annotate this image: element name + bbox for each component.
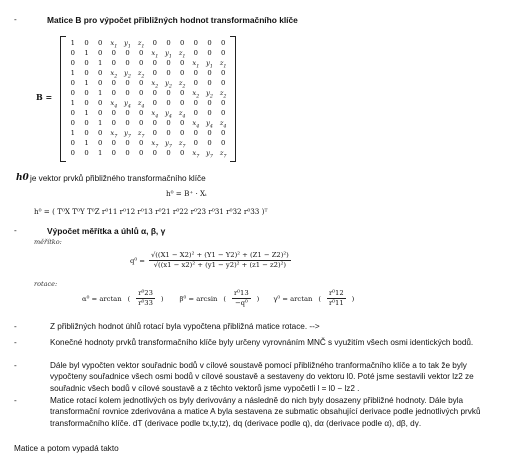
matrix-cell: 1 <box>70 99 75 107</box>
matrix-cell: 0 <box>221 39 226 47</box>
matrix-cell: 1 <box>70 39 75 47</box>
meritko-label: měřítko: <box>34 238 62 246</box>
matrix-cell: 0 <box>193 69 198 77</box>
matrix-cell: 0 <box>180 39 185 47</box>
matrix-cell: $z_7$ <box>178 139 186 150</box>
matrix-cell: 0 <box>139 119 144 127</box>
matrix-cell: 1 <box>84 79 89 87</box>
matrix-cell: 0 <box>207 69 212 77</box>
matrix-cell: $x_4$ <box>151 109 159 120</box>
alpha-denominator: r⁰33 <box>138 299 153 307</box>
matrix-cell: 0 <box>125 139 130 147</box>
matrix-cell: 0 <box>180 59 185 67</box>
matrix-cell: $y_7$ <box>206 149 213 160</box>
matrix-cell: 0 <box>70 79 75 87</box>
matrix-cell: 0 <box>152 69 157 77</box>
matrix-cell: 1 <box>98 149 103 157</box>
matrix-cell: 0 <box>84 119 89 127</box>
matrix-cell: $y_1$ <box>165 49 172 60</box>
matrix-cell: 0 <box>84 129 89 137</box>
matrix-cell: $x_7$ <box>110 129 118 140</box>
bullet-dash: - <box>14 361 17 370</box>
matrix-cell: 0 <box>111 79 116 87</box>
matrix-cell: 0 <box>139 89 144 97</box>
matrix-cell: 0 <box>207 49 212 57</box>
matrix-cell: 0 <box>180 69 185 77</box>
matrix-cell: 0 <box>139 49 144 57</box>
bullet-item-2: Konečné hodnoty prvků transformačního klíče byly určeny vyrovnáním MNČ s využitím všech osmi identických bodů. <box>50 338 474 347</box>
matrix-cell: 0 <box>166 129 171 137</box>
matrix-cell: 0 <box>166 99 171 107</box>
matrix-cell: 0 <box>166 89 171 97</box>
matrix-cell: 0 <box>152 129 157 137</box>
rotace-label: rotace: <box>34 280 58 288</box>
matrix-cell: 0 <box>125 149 130 157</box>
equation-scale-fraction <box>149 251 291 270</box>
matrix-cell: 0 <box>221 79 226 87</box>
matrix-cell: $z_7$ <box>219 149 227 160</box>
matrix-cell: 0 <box>193 129 198 137</box>
matrix-cell: 0 <box>221 129 226 137</box>
footer-text: Matice a potom vypadá takto <box>14 444 119 453</box>
matrix-cell: 0 <box>207 109 212 117</box>
matrix-cell: 0 <box>139 139 144 147</box>
matrix-cell: 0 <box>125 59 130 67</box>
matrix-cell: 0 <box>166 149 171 157</box>
matrix-cell: 1 <box>98 59 103 67</box>
matrix-cell: $x_1$ <box>192 59 200 70</box>
matrix-cell: 0 <box>70 119 75 127</box>
matrix-cell: 0 <box>207 99 212 107</box>
gamma-denominator: r⁰11 <box>329 299 344 307</box>
matrix-cell: 0 <box>139 109 144 117</box>
matrix-cell: 0 <box>125 79 130 87</box>
matrix-cell: 0 <box>193 139 198 147</box>
matrix-cell: $x_4$ <box>110 99 118 110</box>
matrix-cell: 0 <box>84 89 89 97</box>
matrix-cell: 0 <box>98 99 103 107</box>
matrix-cell: 0 <box>193 99 198 107</box>
matrix-cell: $x_1$ <box>151 49 159 60</box>
equation-scale-lhs: q⁰ = <box>130 256 145 265</box>
matrix-cell: 0 <box>111 49 116 57</box>
matrix-cell: 0 <box>98 79 103 87</box>
matrix-cell: 0 <box>221 69 226 77</box>
matrix-right-bracket <box>230 36 236 162</box>
equation-h0-vector: h⁰ = ( T⁰X T⁰Y T⁰Z r⁰11 r⁰12 r⁰13 r⁰21 r⁰22 r⁰23 r⁰31 r⁰32 r⁰33 )ᵀ <box>34 207 268 216</box>
matrix-cell: $z_7$ <box>137 129 145 140</box>
matrix-cell: 0 <box>84 59 89 67</box>
matrix-cell: $z_4$ <box>137 99 145 110</box>
matrix-cell: 0 <box>125 109 130 117</box>
bullet-dash: - <box>14 396 17 405</box>
matrix-cell: 1 <box>84 109 89 117</box>
equation-scale-numerator: √((X1 − X2)² + (Y1 − Y2)² + (Z1 − Z2)²) <box>150 251 289 259</box>
matrix-cell: 0 <box>166 59 171 67</box>
matrix-cell: $x_2$ <box>110 69 118 80</box>
matrix-cell: $z_1$ <box>137 39 145 50</box>
matrix-cell: $z_2$ <box>178 79 186 90</box>
alpha-lhs: α⁰ = arctan <box>82 294 122 303</box>
beta-fraction <box>232 289 251 308</box>
matrix-cell: 0 <box>152 99 157 107</box>
matrix-cell: 1 <box>70 129 75 137</box>
matrix-cell: 0 <box>207 129 212 137</box>
matrix-cell: $x_2$ <box>151 79 159 90</box>
matrix-cell: 0 <box>111 89 116 97</box>
matrix-cell: 1 <box>98 119 103 127</box>
matrix-b-label: B = <box>36 92 53 102</box>
matrix-cell: 0 <box>152 119 157 127</box>
matrix-cell: 0 <box>221 139 226 147</box>
h0-symbol: h0 <box>16 173 29 183</box>
bullet-item-3: Dále byl vypočten vektor souřadnic bodů v cílové soustavě pomocí přibližného tranformačního klíče a to tak že byly vypočteny souřadnice všech osmi bodů v cílové soustavě a sestaveny do vektoru l0. Poté jsme sestavili vektor lz2 ze souřadnic všech bodů v cílové soustavě a z těchto vektorů jsme vypočetli l = l0 − lz2 . <box>50 361 474 393</box>
matrix-cell: 0 <box>207 139 212 147</box>
equation-scale <box>130 251 291 270</box>
matrix-cell: 0 <box>70 149 75 157</box>
matrix-cell: 0 <box>193 109 198 117</box>
matrix-cell: 0 <box>70 49 75 57</box>
gamma-fraction <box>327 289 346 308</box>
matrix-cell: 0 <box>166 119 171 127</box>
matrix-cell: 0 <box>98 109 103 117</box>
matrix-cell: 0 <box>98 139 103 147</box>
matrix-cell: 0 <box>111 59 116 67</box>
matrix-cell: 0 <box>84 149 89 157</box>
matrix-cell: $z_1$ <box>219 59 227 70</box>
matrix-cell: $x_7$ <box>192 149 200 160</box>
matrix-cell: 0 <box>207 39 212 47</box>
matrix-cell: 0 <box>180 129 185 137</box>
matrix-cell: 1 <box>98 89 103 97</box>
matrix-cell: 0 <box>70 109 75 117</box>
matrix-cell: $x_2$ <box>192 89 200 100</box>
matrix-cell: 0 <box>221 49 226 57</box>
matrix-cell: $y_2$ <box>124 69 131 80</box>
matrix-cell: 0 <box>111 119 116 127</box>
bullet-dash: - <box>14 226 17 235</box>
matrix-cell: $z_1$ <box>178 49 186 60</box>
matrix-cell: 0 <box>111 109 116 117</box>
matrix-cell: 0 <box>125 49 130 57</box>
matrix-cell: 1 <box>84 139 89 147</box>
matrix-cell: $z_2$ <box>219 89 227 100</box>
matrix-cell: 0 <box>70 59 75 67</box>
matrix-cell: 0 <box>180 149 185 157</box>
matrix-cell: 0 <box>193 49 198 57</box>
matrix-cell: 0 <box>98 39 103 47</box>
matrix-cell: 0 <box>111 149 116 157</box>
matrix-cell: 1 <box>70 69 75 77</box>
h0-description: je vektor prvků přibližného transformačního klíče <box>30 174 206 183</box>
matrix-cell: 0 <box>180 119 185 127</box>
matrix-cell: 0 <box>180 99 185 107</box>
matrix-cell: 0 <box>84 99 89 107</box>
matrix-cell: $z_4$ <box>219 119 227 130</box>
matrix-b-grid <box>66 38 230 158</box>
matrix-cell: $z_4$ <box>178 109 186 120</box>
alpha-fraction <box>136 289 155 308</box>
matrix-cell: 0 <box>152 149 157 157</box>
matrix-cell: 0 <box>193 39 198 47</box>
matrix-cell: 0 <box>139 79 144 87</box>
matrix-cell: 0 <box>193 79 198 87</box>
matrix-cell: $x_1$ <box>110 39 118 50</box>
matrix-cell: 0 <box>98 69 103 77</box>
matrix-cell: $y_4$ <box>206 119 213 130</box>
matrix-cell: 0 <box>139 149 144 157</box>
bullet-item-4: Matice rotací kolem jednotlivých os byly derivovány a následně do nich byly dosazeny přibližné hodnoty. Dále byla transformační rovnice zderivována a matice A byla sestavena ze submatic obsahující derivace podle jednotlivých prvků transformačního klíče. dT (derivace podle tx,ty,tz), dq (derivace podle q), dα (derivace podle α), dβ, dγ. <box>50 396 481 428</box>
matrix-cell: $y_7$ <box>124 129 131 140</box>
beta-lhs: β⁰ = arcsin <box>179 294 218 303</box>
matrix-cell: 0 <box>166 69 171 77</box>
equation-rotation: α⁰ = arctan ( $\frac{\text{r⁰23}}{\text{r⁰33}}$ ) β⁰ = arcsin ( $\frac{\text{r⁰13}}{\text{−q⁰}}$ ) γ⁰ = arctan ( $\frac{\text{r⁰12}}{\text{r⁰11}}$ ) <box>82 289 355 307</box>
matrix-cell: 0 <box>125 119 130 127</box>
matrix-cell: 0 <box>152 89 157 97</box>
equation-scale-denominator: √((x1 − x2)² + (y1 − y2)² + (z1 − z2)²) <box>153 261 286 269</box>
matrix-cell: 0 <box>139 59 144 67</box>
matrix-cell: 0 <box>180 89 185 97</box>
matrix-cell: 0 <box>111 139 116 147</box>
matrix-cell: 0 <box>125 89 130 97</box>
matrix-cell: $y_2$ <box>165 79 172 90</box>
bullet-dash: - <box>14 338 17 347</box>
matrix-cell: $x_7$ <box>151 139 159 150</box>
matrix-b <box>60 36 236 160</box>
beta-numerator: r⁰13 <box>234 289 249 297</box>
equation-h0: h⁰ = B⁺ · Xᵢ <box>166 189 207 198</box>
matrix-cell: $z_2$ <box>137 69 145 80</box>
section-heading-scale-angles: Výpočet měřítka a úhlů α, β, γ <box>47 226 166 236</box>
matrix-cell: $y_4$ <box>124 99 131 110</box>
matrix-cell: 0 <box>221 99 226 107</box>
bullet-dash: - <box>14 15 17 24</box>
matrix-cell: 1 <box>84 49 89 57</box>
matrix-cell: $x_4$ <box>192 119 200 130</box>
matrix-cell: $y_2$ <box>206 89 213 100</box>
matrix-cell: $y_1$ <box>206 59 213 70</box>
matrix-cell: $y_1$ <box>124 39 131 50</box>
matrix-cell: 0 <box>98 129 103 137</box>
matrix-cell: $y_4$ <box>165 109 172 120</box>
matrix-cell: 0 <box>84 39 89 47</box>
gamma-lhs: γ⁰ = arctan <box>273 294 313 303</box>
matrix-cell: 0 <box>207 79 212 87</box>
gamma-numerator: r⁰12 <box>329 289 344 297</box>
bullet-item-1: Z přibližných hodnot úhlů rotací byla vypočtena přibližná matice rotace. --> <box>50 322 320 331</box>
matrix-cell: 0 <box>221 109 226 117</box>
matrix-cell: 0 <box>98 49 103 57</box>
matrix-cell: 0 <box>152 39 157 47</box>
alpha-numerator: r⁰23 <box>138 289 153 297</box>
matrix-cell: 0 <box>70 139 75 147</box>
bullet-dash: - <box>14 322 17 331</box>
section-heading-matrix-b: Matice B pro výpočet přibližných hodnot transformačního klíče <box>47 15 298 25</box>
matrix-cell: $y_7$ <box>165 139 172 150</box>
beta-denominator: −q⁰ <box>234 299 248 307</box>
matrix-cell: 0 <box>152 59 157 67</box>
matrix-cell: 0 <box>84 69 89 77</box>
matrix-cell: 0 <box>70 89 75 97</box>
matrix-cell: 0 <box>166 39 171 47</box>
